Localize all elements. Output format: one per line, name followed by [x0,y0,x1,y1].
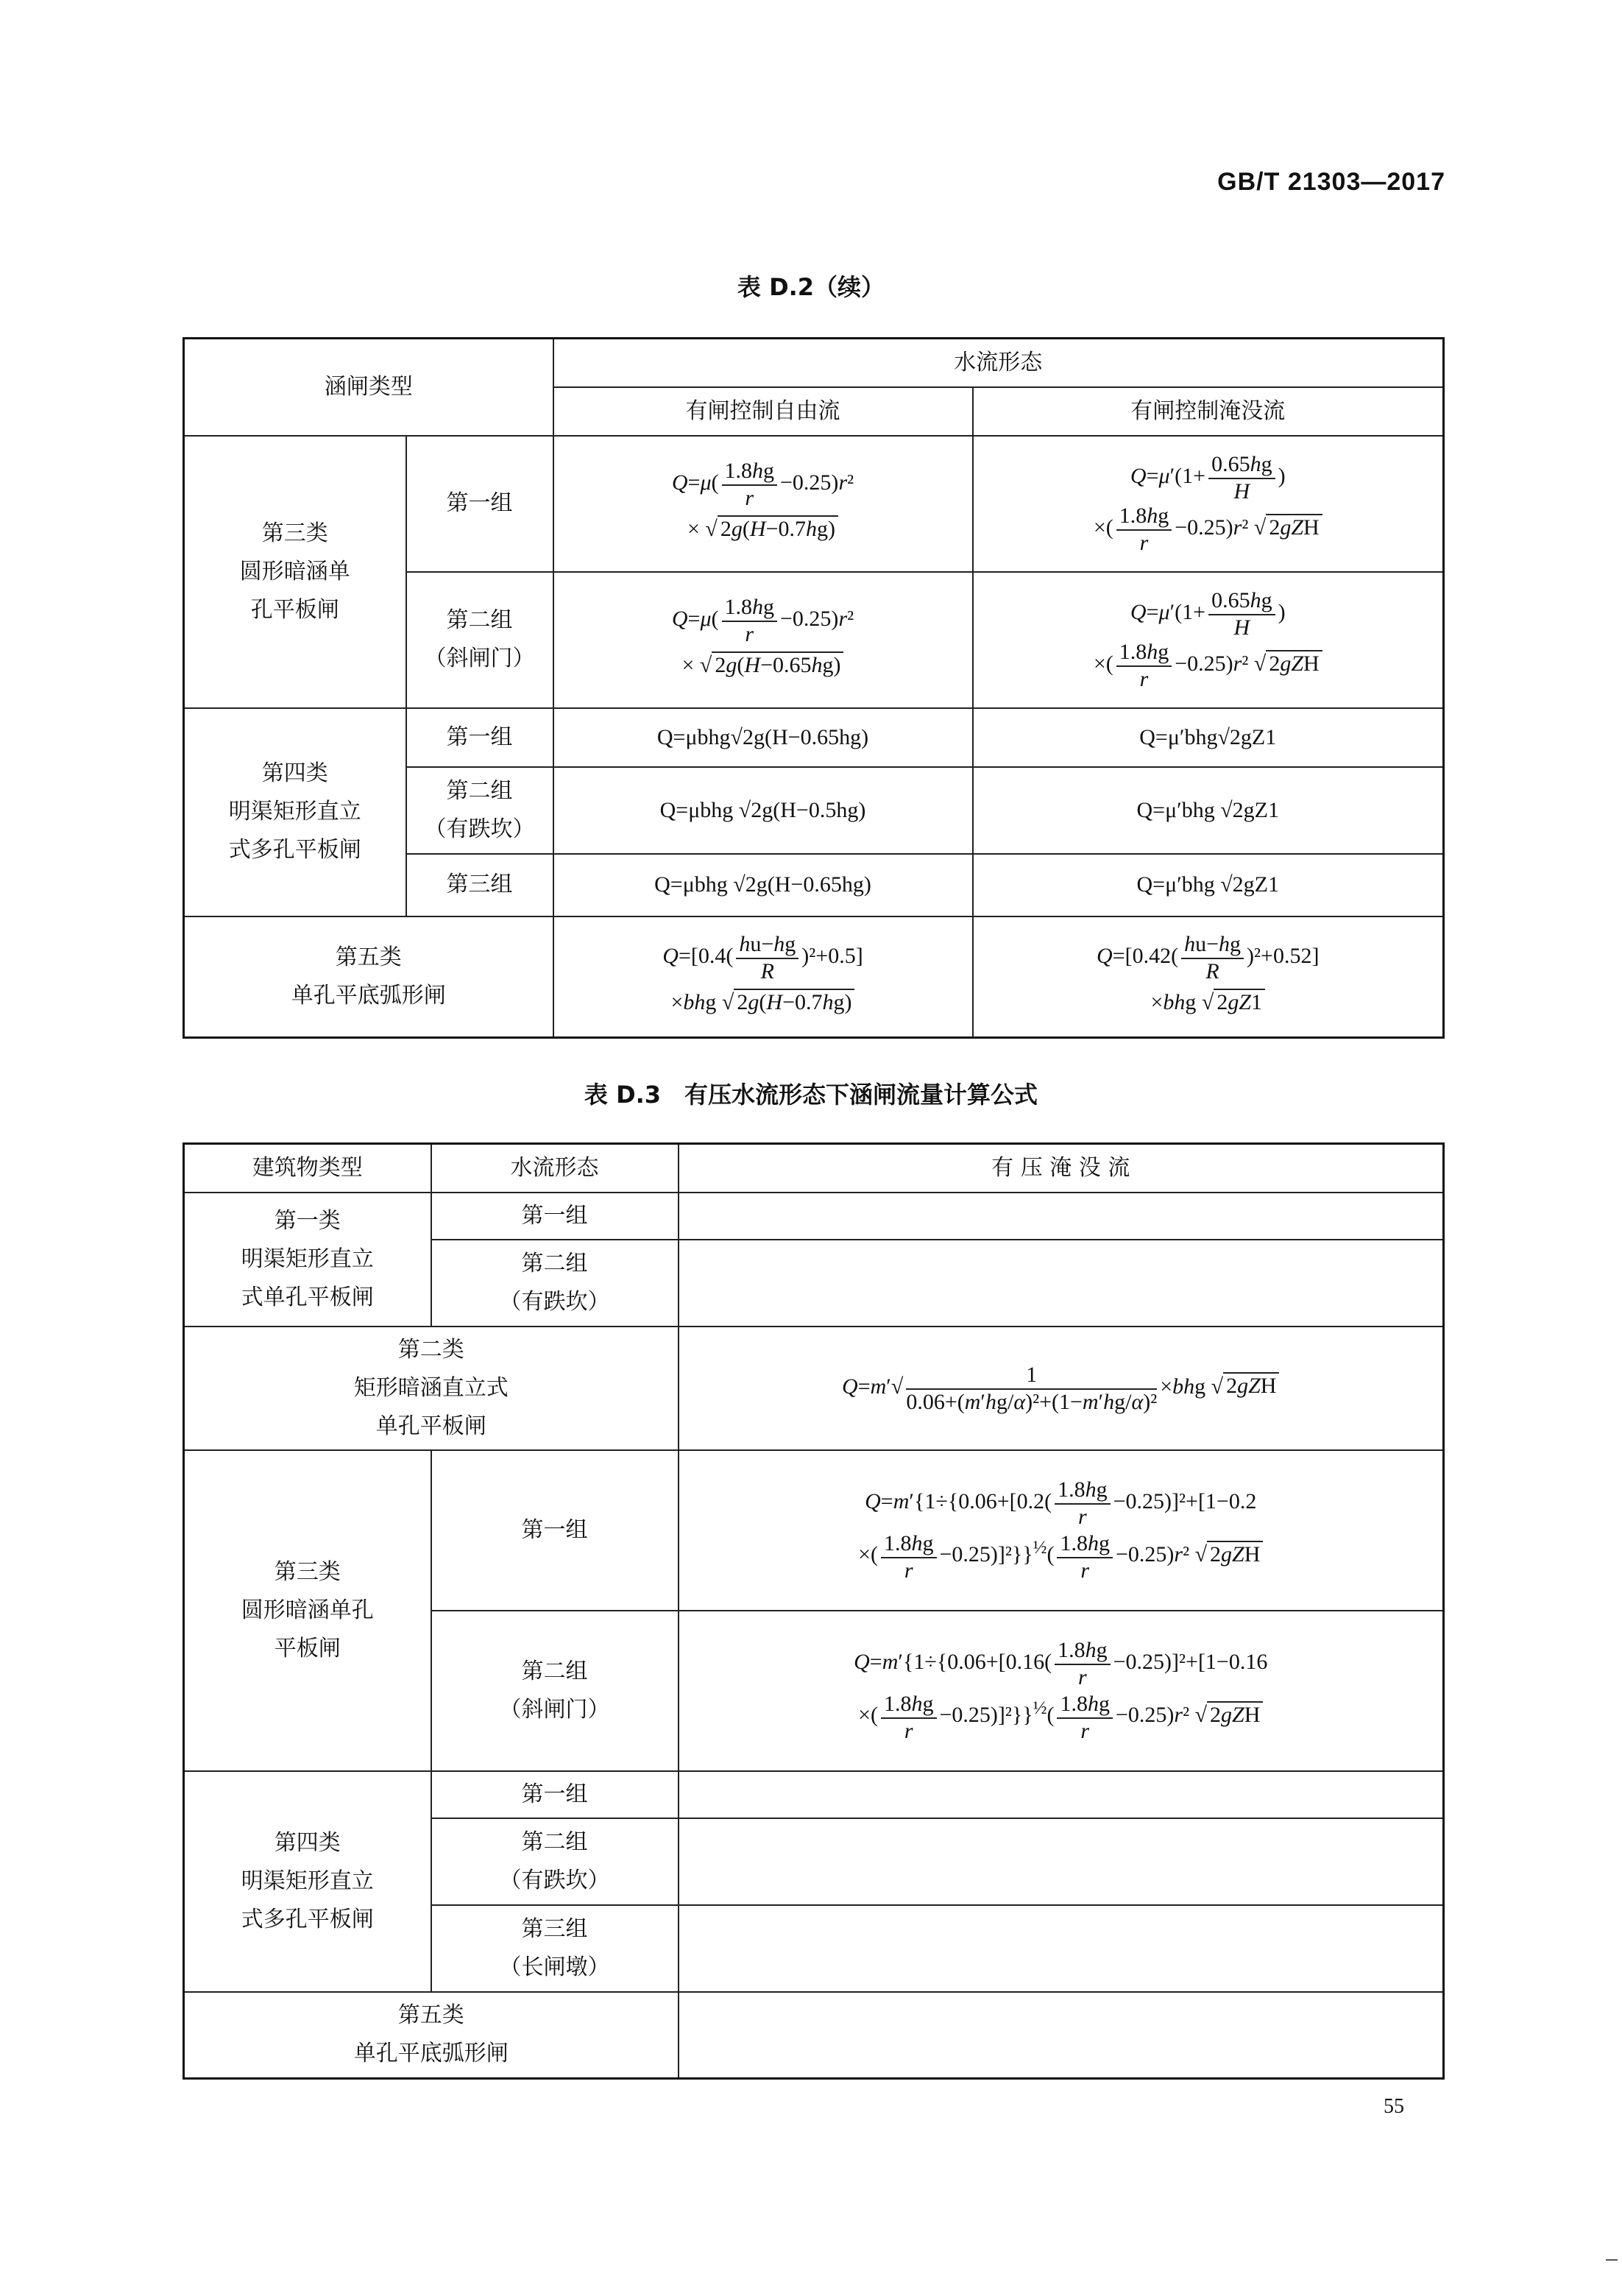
table-d2 [183,337,1445,1039]
d3-class1-group2: 第二组 （有跌坎） [431,1240,679,1327]
class3-g1-free-formula: Q=μ( $\frac{1.8hg}{r}$ −0.25)r² × √ 2g(H−0.7hg) [553,436,973,572]
header-free-flow: 有闸控制自由流 [553,387,973,436]
d3-class3-group2: 第二组 （斜闸门） [431,1611,679,1771]
class3-name: 第三类 圆形暗涵单 孔平板闸 [184,436,406,708]
class4-group1: 第一组 [406,708,553,767]
class3-g2-sub-formula: Q=μ′(1+ $\frac{0.65hg}{H}$ ) ×( $\frac{1.8hg}{r}$ −0.25)r² √ 2gZH [973,572,1444,708]
standard-code: GB/T 21303—2017 [1217,168,1445,196]
class5-sub-formula: Q=[0.42( $\frac{hu-hg}{R}$ )²+0.52] ×bhg √ 2gZ1 [973,916,1444,1038]
d3-class3-name: 第三类 圆形暗涵单孔 平板闸 [184,1450,431,1771]
class5-name: 第五类 单孔平底弧形闸 [184,916,553,1038]
d3-class1-g2-formula [679,1240,1444,1327]
d3-class2-name: 第二类 矩形暗涵直立式 单孔平板闸 [184,1327,679,1450]
d3-class4-group2: 第二组 （有跌坎） [431,1818,679,1905]
table-d2-caption: 表 D.2（续） [737,273,885,301]
d3-class4-g1-formula [679,1771,1444,1818]
d3-class3-g1-formula: Q=m′{1÷{0.06+[0.2( $\frac{1.8hg}{r}$ −0.25)]²+[1−0.2 ×( $\frac{1.8hg}{r}$ −0.25)]²}}$^{\frac{1}{2}}$( $\frac{1.8hg}{r}$ −0.25)r² √ 2gZH [679,1450,1444,1611]
class4-g1-sub-formula: Q=μ′bhg√2gZ1 [973,708,1444,767]
d3-class4-group3: 第三组 （长闸墩） [431,1905,679,1992]
d3-class5-name: 第五类 单孔平底弧形闸 [184,1992,679,2079]
d3-class4-group1: 第一组 [431,1771,679,1818]
class3-g1-sub-formula: Q=μ′(1+ $\frac{0.65hg}{H}$ ) ×( $\frac{1.8hg}{r}$ −0.25)r² √ 2gZH [973,436,1444,572]
d3-class4-g2-formula [679,1818,1444,1905]
class4-g2-sub-formula: Q=μ′bhg √2gZ1 [973,767,1444,854]
header-flow: 水流形态 [553,339,1444,387]
class5-free-formula: Q=[0.4( $\frac{hu-hg}{R}$ )²+0.5] ×bhg √ 2g(H−0.7hg) [553,916,973,1038]
d3-class2-formula: Q=m′√ $\frac{1}{\text{0.06+(m′hg/α)²+(1−m′hg/α)²}}$ ×bhg √ 2gZH [679,1327,1444,1450]
class3-group1: 第一组 [406,436,553,572]
header-submerged-flow: 有闸控制淹没流 [973,387,1444,436]
table-d3 [183,1142,1445,2080]
header-pressure-flow: 有 压 淹 没 流 [679,1144,1444,1193]
class3-g2-free-formula: Q=μ( $\frac{1.8hg}{r}$ −0.25)r² × √ 2g(H−0.65hg) [553,572,973,708]
d3-class1-name: 第一类 明渠矩形直立 式单孔平板闸 [184,1193,431,1327]
header-type: 涵闸类型 [184,339,553,436]
d3-class3-g2-formula: Q=m′{1÷{0.06+[0.16( $\frac{1.8hg}{r}$ −0.25)]²+[1−0.16 ×( $\frac{1.8hg}{r}$ −0.25)]²}}$^{\frac{1}{2}}$( $\frac{1.8hg}{r}$ −0.25)r² √ 2gZH [679,1611,1444,1771]
edge-mark [1606,2259,1618,2261]
class4-group3: 第三组 [406,854,553,916]
table-d3-caption: 表 D.3 有压水流形态下涵闸流量计算公式 [584,1081,1038,1109]
header-flow-state: 水流形态 [431,1144,679,1193]
d3-class4-name: 第四类 明渠矩形直立 式多孔平板闸 [184,1771,431,1992]
d3-class3-group1: 第一组 [431,1450,679,1611]
class4-g1-free-formula: Q=μbhg√2g(H−0.65hg) [553,708,973,767]
d3-class4-g3-formula [679,1905,1444,1992]
d3-class1-g1-formula [679,1193,1444,1240]
header-building-type: 建筑物类型 [184,1144,431,1193]
page-number: 55 [1384,2095,1404,2118]
d3-class1-group1: 第一组 [431,1193,679,1240]
class4-g3-sub-formula: Q=μ′bhg √2gZ1 [973,854,1444,916]
d3-class5-formula [679,1992,1444,2079]
class4-g2-free-formula: Q=μbhg √2g(H−0.5hg) [553,767,973,854]
class3-group2: 第二组 （斜闸门） [406,572,553,708]
class4-group2: 第二组 （有跌坎） [406,767,553,854]
class4-name: 第四类 明渠矩形直立 式多孔平板闸 [184,708,406,916]
class4-g3-free-formula: Q=μbhg √2g(H−0.65hg) [553,854,973,916]
